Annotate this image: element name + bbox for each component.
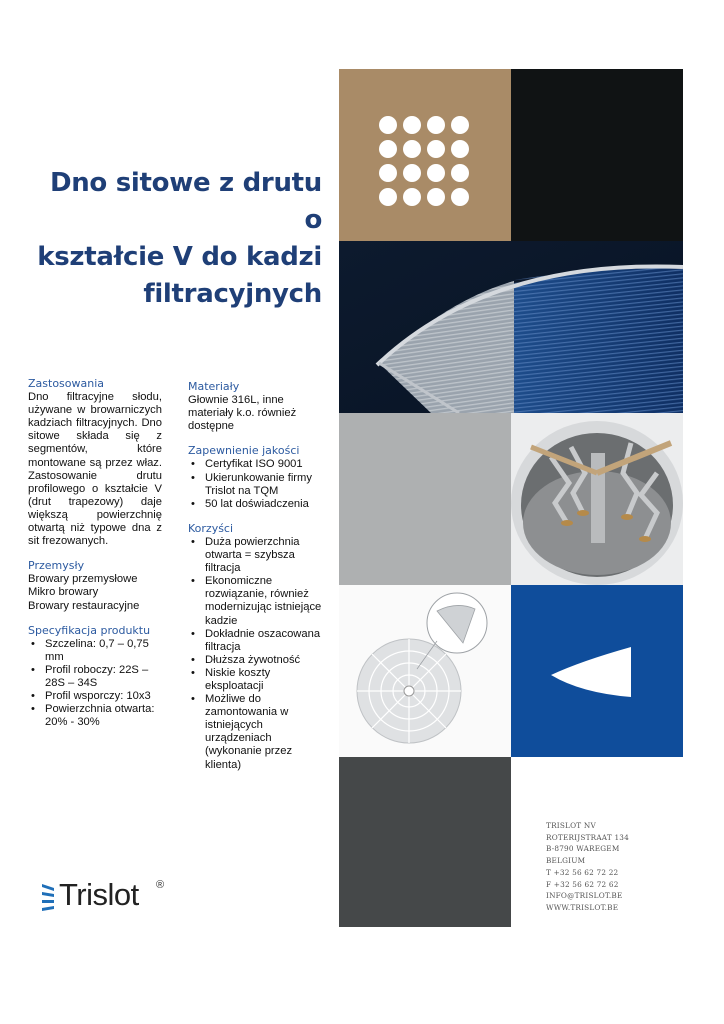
address-line: WWW.TRISLOT.BE <box>546 902 619 912</box>
grey-tile <box>339 413 511 585</box>
quality-item: • 50 lat doświadczenia <box>205 498 323 511</box>
benefits-item: • Dokładnie oszacowana filtracja <box>205 628 323 654</box>
benefits-item: • Duża powierzchnia otwarta = szybsza filtracja <box>205 536 323 575</box>
title-line-1: Dno sitowe z drutu o <box>49 168 322 235</box>
sieve-bottom-drawing <box>339 585 511 757</box>
benefits-item: • Ekonomiczne rozwiązanie, również modernizując istniejące kadzie <box>205 575 323 627</box>
specification-item: • Profil roboczy: 22S – 28S – 34S <box>45 664 162 690</box>
company-address <box>546 820 629 914</box>
lauter-tun-photo <box>511 413 683 585</box>
applications-heading: Zastosowania <box>28 377 105 390</box>
address-line: BELGIUM <box>546 856 586 866</box>
benefits-item: • Niskie koszty eksploatacji <box>205 667 323 693</box>
sieve-segment-image <box>339 241 683 413</box>
wedge-wire-profile-icon <box>511 585 683 757</box>
materials-heading: Materiały <box>188 380 240 393</box>
specification-heading: Specyfikacja produktu <box>28 623 151 637</box>
address-line: B-8790 WAREGEM <box>546 844 620 854</box>
registered-mark: ® <box>156 879 165 891</box>
specification-item: • Profil wsporczy: 10x3 <box>45 690 162 703</box>
specification-item: • Szczelina: 0,7 – 0,75 mm <box>45 638 162 664</box>
title-line-2: kształcie V do kadzi <box>37 242 322 272</box>
quality-heading: Zapewnienie jakości <box>188 444 300 458</box>
black-tile <box>511 69 683 241</box>
address-line: TRISLOT NV <box>546 821 596 830</box>
industries-heading: Przemysły <box>28 559 85 573</box>
industries-item: Browary przemysłowe <box>28 573 138 586</box>
specification-list <box>28 638 162 730</box>
materials-text: Głownie 316L, inne materiały k.o. również dostępne <box>188 394 297 433</box>
address-line: ROTERIJSTRAAT 134 <box>546 832 629 842</box>
sieve-segment-photo <box>339 241 683 413</box>
dots-grid-icon <box>339 69 511 241</box>
blue-tile <box>511 585 683 757</box>
logo-wordmark: Trislot <box>59 877 139 912</box>
lauter-tun-image <box>511 413 683 585</box>
quality-item: • Ukierunkowanie firmy Trislot na TQM <box>205 472 323 498</box>
address-line: F +32 56 62 72 62 <box>546 879 619 889</box>
benefits-list <box>188 536 323 772</box>
benefits-heading: Korzyści <box>188 521 234 535</box>
title-line-3: filtracyjnych <box>143 279 322 309</box>
quality-list <box>188 458 323 510</box>
address-line: INFO@TRISLOT.BE <box>546 891 623 901</box>
sieve-drawing-tile <box>339 585 511 757</box>
industries-item: Mikro browary <box>28 586 99 599</box>
dark-grey-tile <box>339 757 511 927</box>
gold-tile <box>339 69 511 241</box>
page-title <box>30 165 322 313</box>
left-column <box>28 377 162 729</box>
specification-item: • Powierzchnia otwarta: 20% - 30% <box>45 703 162 729</box>
benefits-item: • Dłuższa żywotność <box>205 654 323 667</box>
right-text-column <box>188 380 323 772</box>
trislot-logo-mark-icon <box>42 880 56 914</box>
applications-text: Dno filtracyjne słodu, używane w browarniczych kadziach filtracyjnych. Dno sitowe składa się z segmentów, które montowane są przez właz. Zastosowanie drutu profilowego o kształcie V (drut trapezowy) daje większą powierzchnię otwartą niż typowe dna z sit frezowanych. <box>28 391 162 548</box>
address-line: T +32 56 62 72 22 <box>546 867 619 877</box>
quality-item: • Certyfikat ISO 9001 <box>205 458 323 471</box>
industries-item: Browary restauracyjne <box>28 599 140 612</box>
benefits-item: • Możliwe do zamontowania w istniejących urządzeniach (wykonanie przez klienta) <box>205 693 323 772</box>
